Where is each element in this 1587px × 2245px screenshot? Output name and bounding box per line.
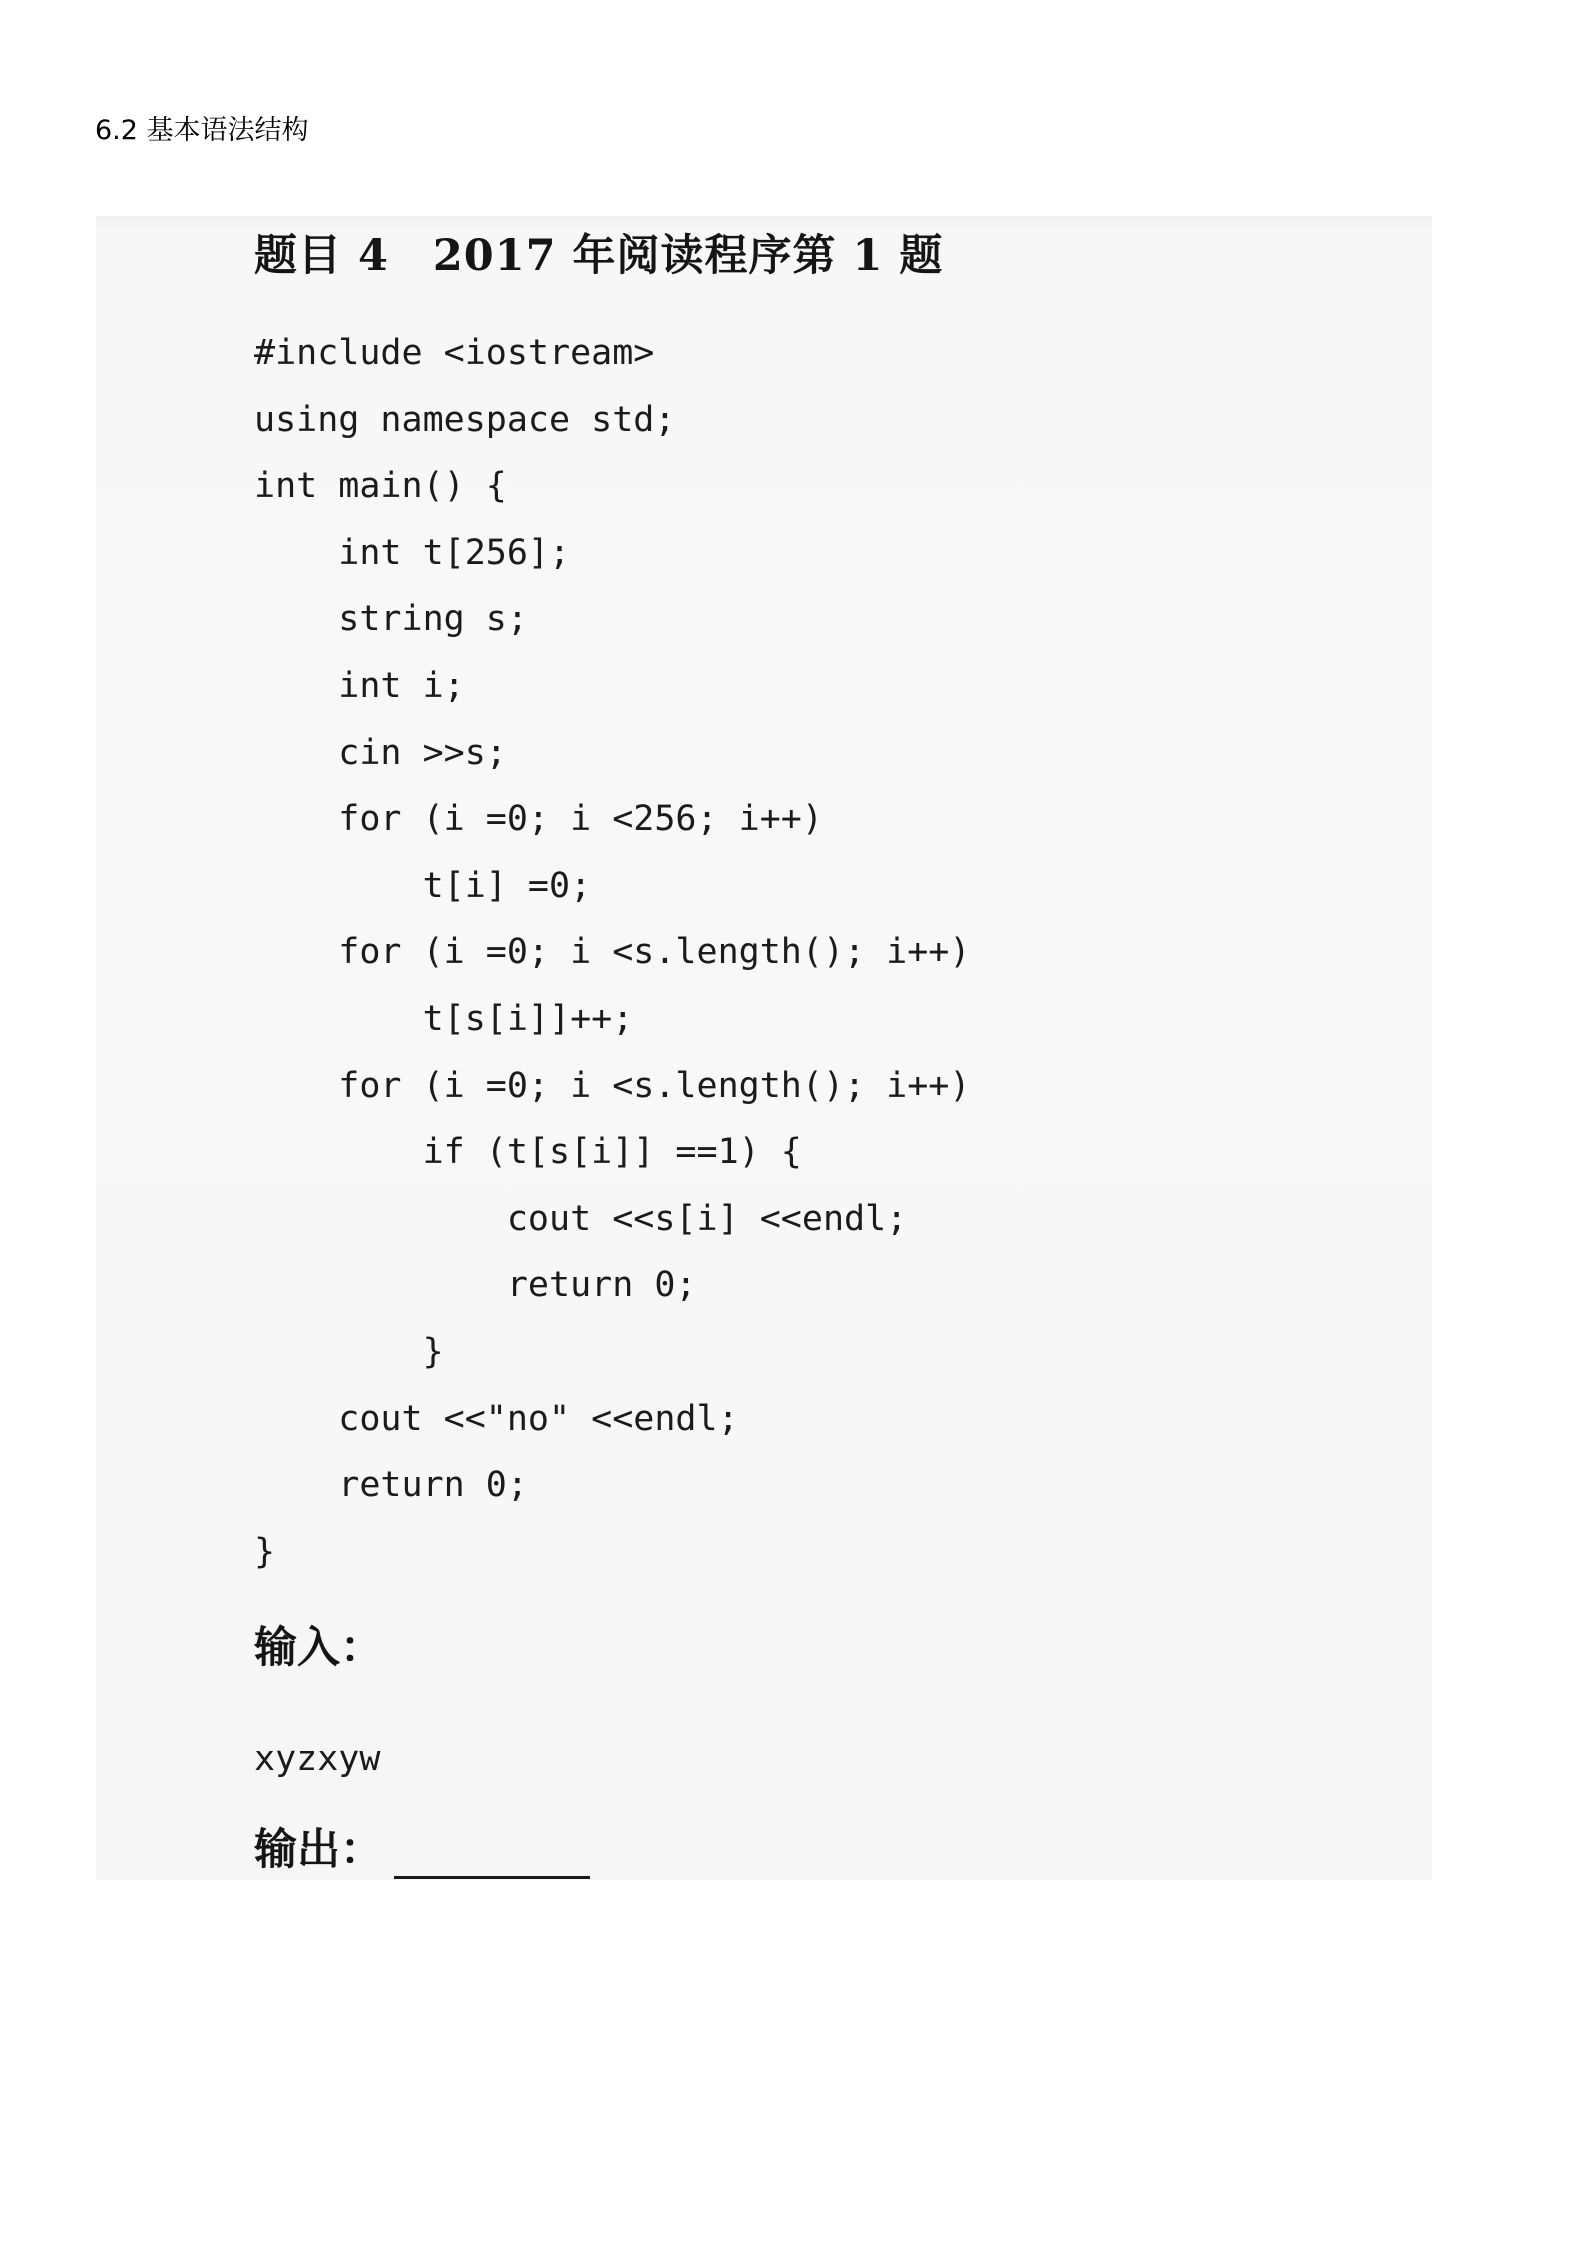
code-line: return 0; (254, 1265, 697, 1306)
code-line: t[i] =0; (254, 865, 592, 906)
output-label: 输出： (254, 1825, 383, 1875)
code-line: } (254, 1531, 276, 1572)
input-label: 输入： (254, 1623, 383, 1673)
code-line: for (i =0; i <s.length(); i++) (254, 1065, 971, 1106)
code-line: int main() { (254, 466, 507, 507)
input-value: xyzxyw (254, 1739, 381, 1779)
code-line: } (254, 1331, 444, 1372)
code-line: string s; (254, 599, 528, 640)
code-block (254, 320, 970, 1585)
code-line: int t[256]; (254, 532, 571, 573)
code-line: return 0; (254, 1465, 528, 1506)
code-line: if (t[s[i]] ==1) { (254, 1132, 802, 1173)
code-line: cout <<"no" <<endl; (254, 1398, 739, 1439)
section-heading: 6.2 基本语法结构 (95, 115, 309, 146)
code-line: #include <iostream> (254, 333, 655, 373)
problem-title: 题目 4 2017 年阅读程序第 1 题 (254, 231, 944, 281)
code-line: using namespace std; (254, 399, 676, 440)
scanned-problem-image (96, 216, 1432, 1880)
code-line: int i; (254, 665, 465, 706)
code-line: for (i =0; i <256; i++) (254, 799, 823, 840)
code-line: cout <<s[i] <<endl; (254, 1198, 908, 1239)
answer-blank-line (394, 1876, 590, 1879)
code-line: t[s[i]]++; (254, 998, 634, 1039)
code-line: cin >>s; (254, 732, 507, 773)
code-line: for (i =0; i <s.length(); i++) (254, 932, 971, 973)
